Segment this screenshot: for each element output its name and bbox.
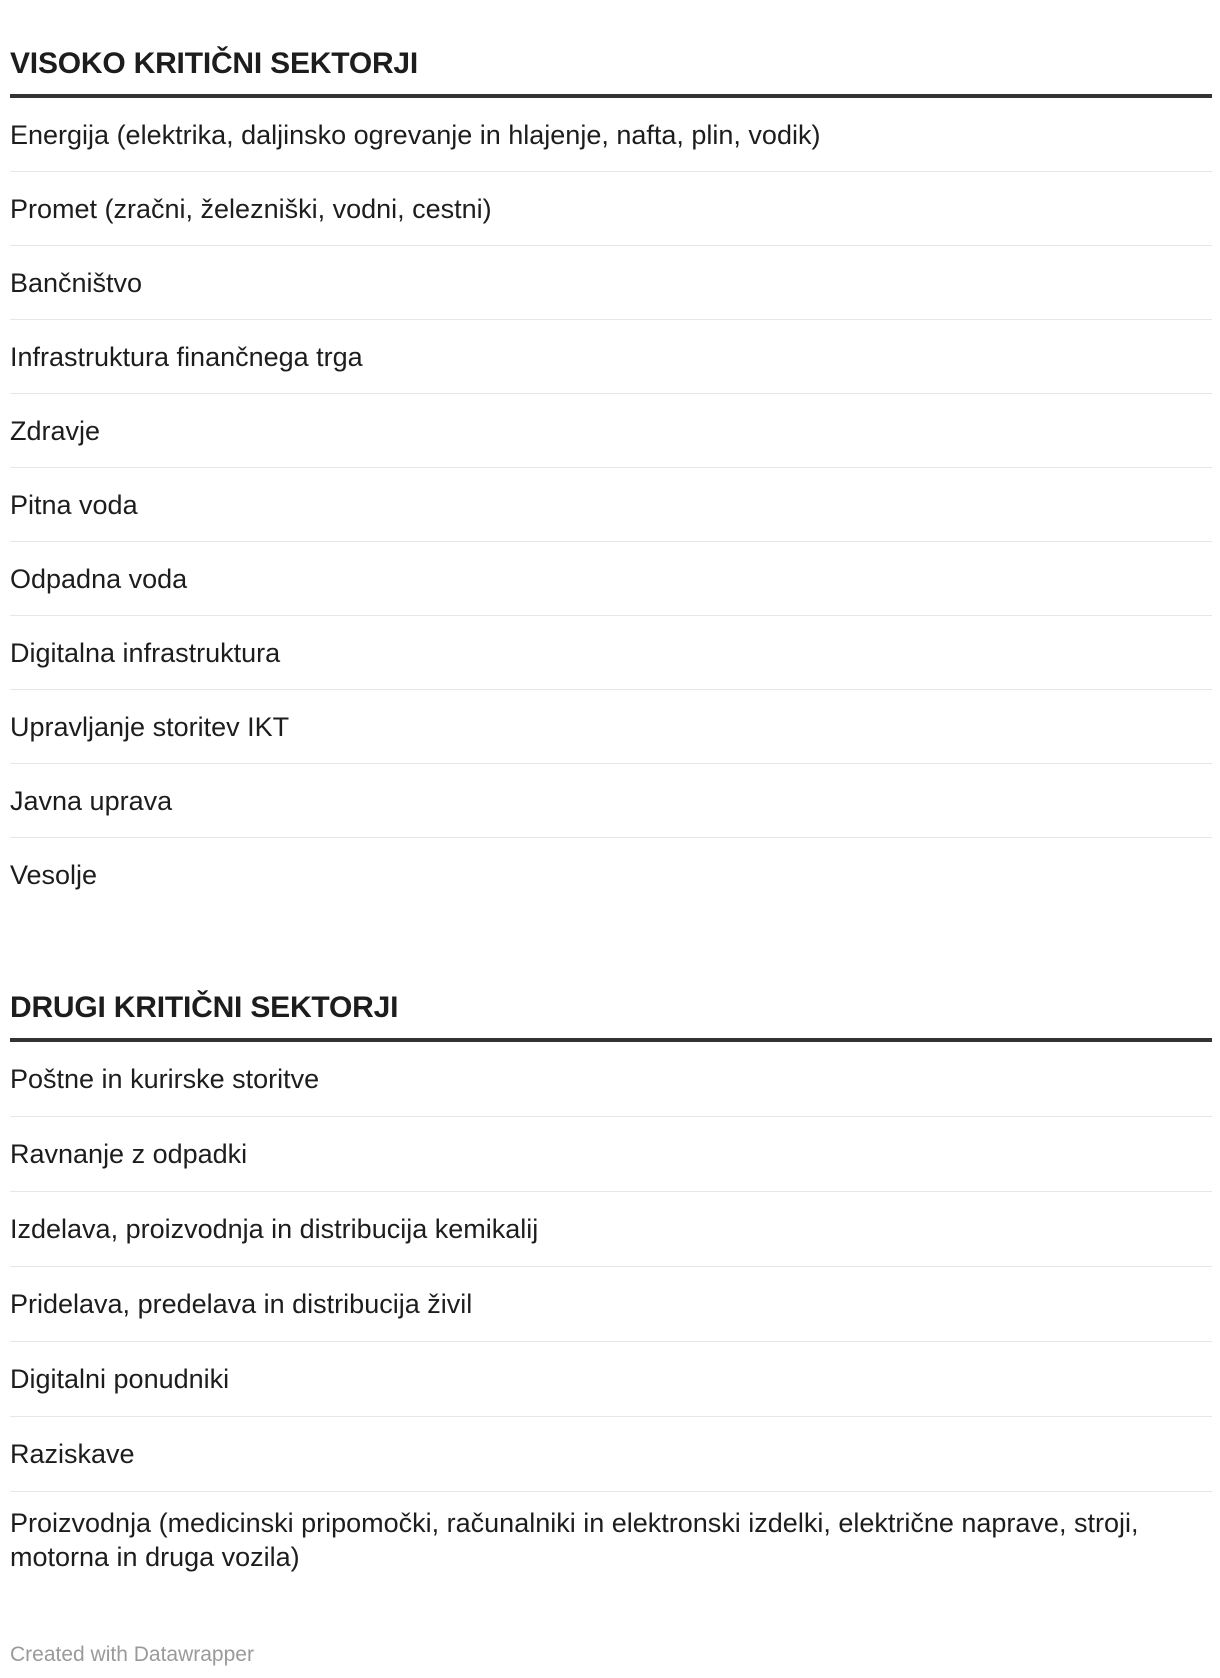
table-row: Raziskave xyxy=(10,1417,1212,1492)
high-critical-title: VISOKO KRITIČNI SEKTORJI xyxy=(10,47,419,80)
high-critical-sectors-table xyxy=(10,30,1212,912)
table-row: Energija (elektrika, daljinsko ogrevanje in hlajenje, nafta, plin, vodik) xyxy=(10,98,1212,172)
table-row: Izdelava, proizvodnja in distribucija kemikalij xyxy=(10,1192,1212,1267)
table-row: Javna uprava xyxy=(10,764,1212,838)
table-row: Upravljanje storitev IKT xyxy=(10,690,1212,764)
high-critical-header xyxy=(10,30,1212,98)
table-row: Digitalni ponudniki xyxy=(10,1342,1212,1417)
table-row: Zdravje xyxy=(10,394,1212,468)
table-row: Pridelava, predelava in distribucija živil xyxy=(10,1267,1212,1342)
table-row: Bančništvo xyxy=(10,246,1212,320)
other-critical-header xyxy=(10,974,1212,1042)
other-critical-title: DRUGI KRITIČNI SEKTORJI xyxy=(10,991,399,1024)
datawrapper-credit[interactable]: Created with Datawrapper xyxy=(10,1643,254,1666)
table-row: Digitalna infrastruktura xyxy=(10,616,1212,690)
table-row: Vesolje xyxy=(10,860,98,890)
table-row: Proizvodnja (medicinski pripomočki, računalniki in elektronski izdelki, električne naprave, stroji, motorna in druga vozila) xyxy=(10,1508,1139,1572)
table-row: Pitna voda xyxy=(10,468,1212,542)
table-row: Poštne in kurirske storitve xyxy=(10,1042,1212,1117)
table-row: Infrastruktura finančnega trga xyxy=(10,320,1212,394)
table-row: Promet (zračni, železniški, vodni, cestni) xyxy=(10,172,1212,246)
other-critical-sectors-table xyxy=(10,974,1212,1590)
table-row: Ravnanje z odpadki xyxy=(10,1117,1212,1192)
table-row: Odpadna voda xyxy=(10,542,1212,616)
